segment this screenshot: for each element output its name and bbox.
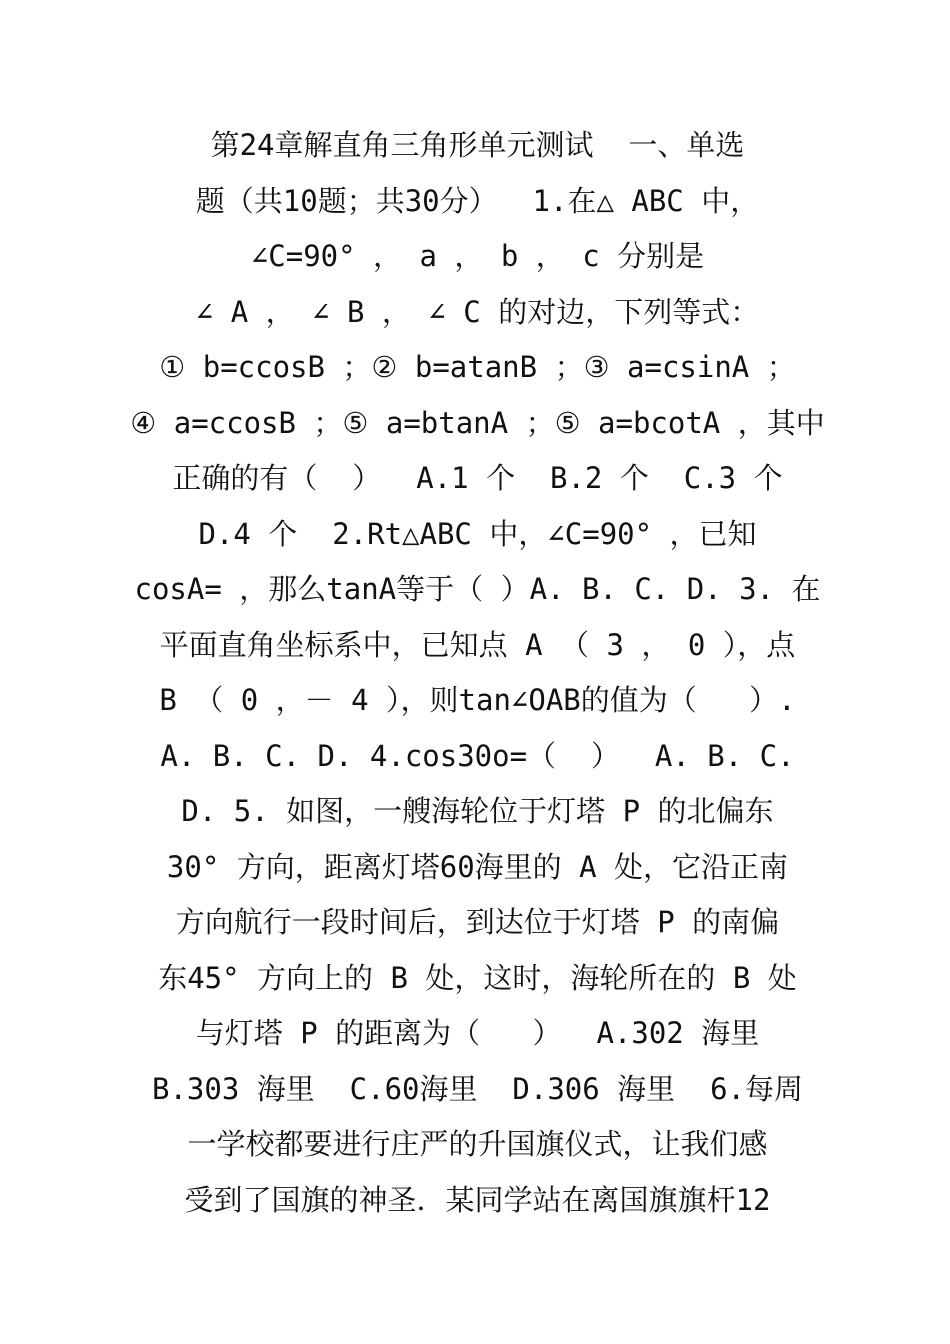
- document-body: [130, 118, 825, 1228]
- text-line: ∠C=90° ， a ， b ， c 分别是: [250, 239, 705, 273]
- text-line: B.303 海里 C.60海里 D.306 海里 6.每周: [151, 1071, 804, 1106]
- text-line: 与灯塔 P 的距离为（ ） A.302 海里: [195, 1016, 760, 1050]
- text-line: 受到了国旗的神圣．某同学站在离国旗旗杆12: [184, 1182, 771, 1217]
- text-line: 平面直角坐标系中，已知点 A （ 3 ， 0 ），点: [159, 627, 796, 662]
- text-line: D. 5. 如图，一艘海轮位于灯塔 P 的北偏东: [181, 794, 774, 828]
- text-line: 30° 方向，距离灯塔60海里的 A 处，它沿正南: [166, 849, 789, 884]
- text-line: 东45° 方向上的 B 处，这时，海轮所在的 B 处: [158, 960, 797, 995]
- text-line: B （ 0 ，－ 4 ），则tan∠OAB的值为（ ）.: [159, 683, 796, 717]
- text-line: ∠ A ， ∠ B ， ∠ C 的对边，下列等式：: [195, 294, 760, 329]
- text-line: D.4 个 2.Rt△ABC 中，∠C=90° ，已知: [198, 516, 757, 551]
- text-line: cosA= ，那么tanA等于（ ）A. B. C. D. 3. 在: [134, 572, 821, 606]
- text-line: 一学校都要进行庄严的升国旗仪式，让我们感: [187, 1127, 768, 1161]
- text-line: A. B. C. D. 4.cos30o=（ ） A. B. C.: [160, 738, 795, 773]
- text-line: 题（共10题；共30分） 1.在△ ABC 中，: [195, 183, 760, 218]
- text-line: 方向航行一段时间后，到达位于灯塔 P 的南偏: [175, 905, 780, 939]
- text-line: 正确的有（ ） A.1 个 B.2 个 C.3 个: [172, 461, 783, 495]
- text-line: ④ a=ccosB ；⑤ a=btanA ；⑤ a=bcotA ，其中: [130, 405, 825, 440]
- text-line: ① b=ccosB ；② b=atanB ；③ a=csinA ；: [159, 350, 796, 384]
- text-line: 第24章解直角三角形单元测试 一、单选: [210, 128, 745, 162]
